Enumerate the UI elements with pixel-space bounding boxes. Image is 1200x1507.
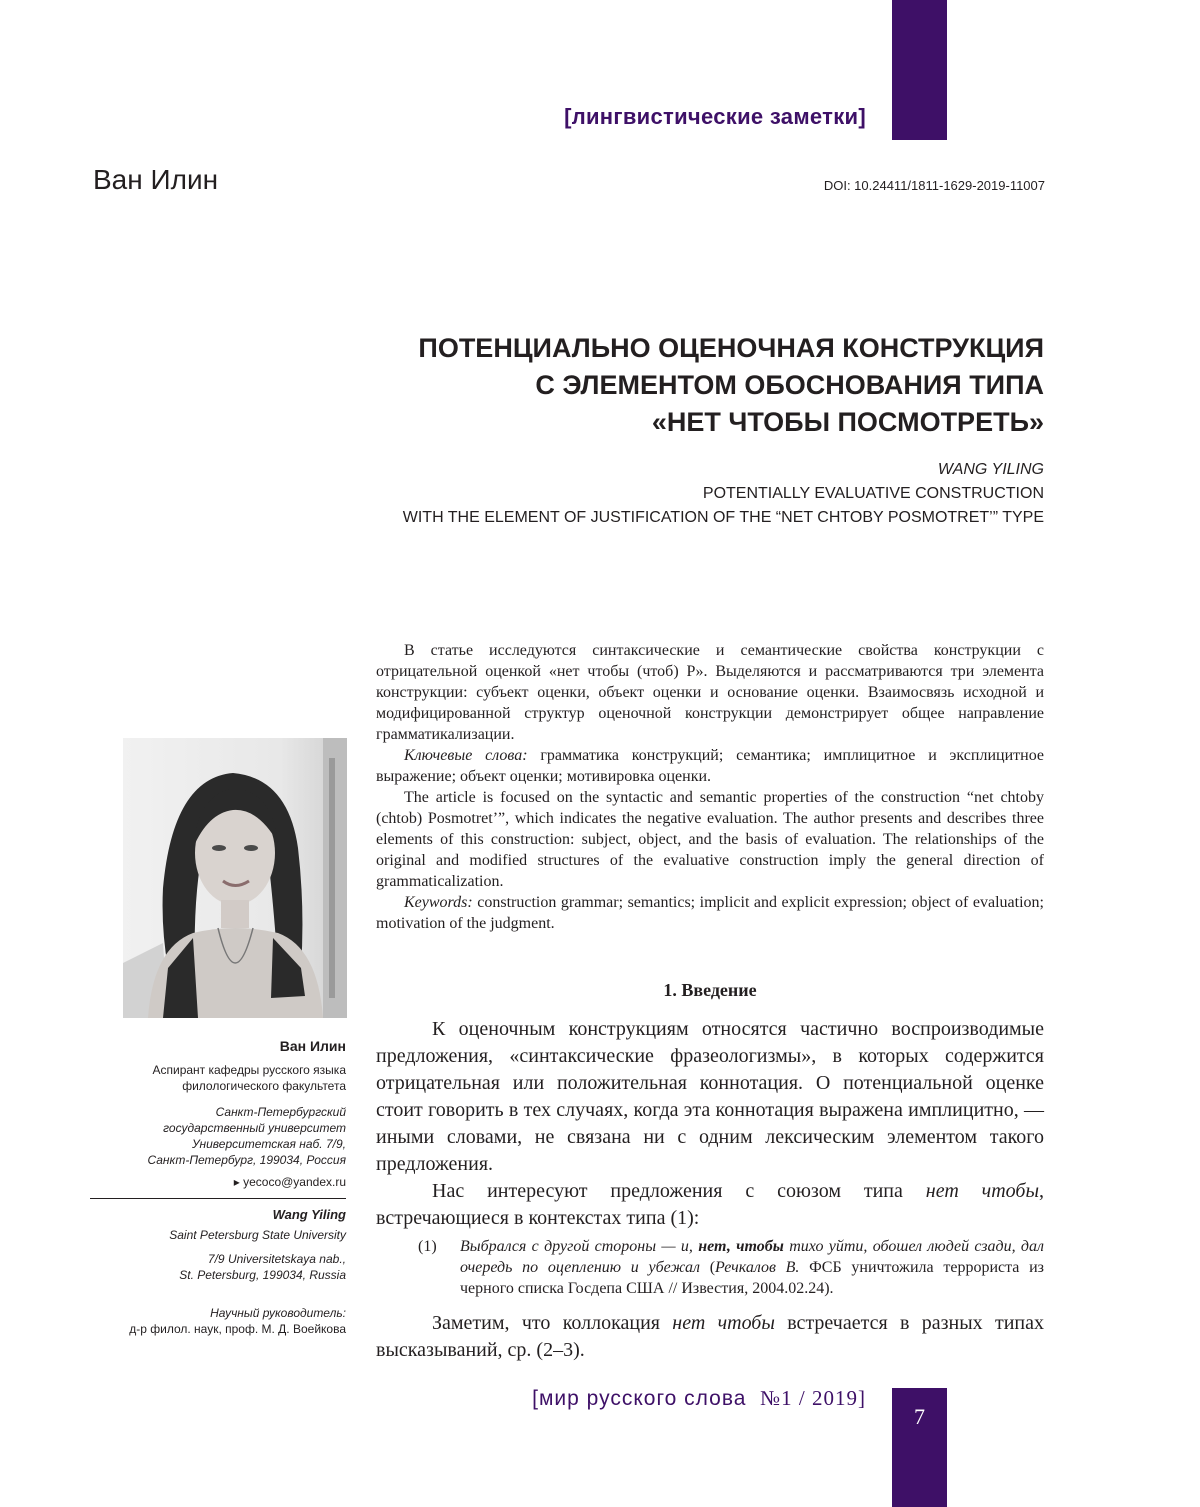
paragraph: Нас интересуют предложения с союзом типа нет чтобы, встречающиеся в контекстах типа (1): — [376, 1180, 1044, 1229]
body-text — [376, 1016, 1044, 1232]
article-title — [300, 330, 1044, 441]
sidebar-author-name: Ван Илин — [279, 1038, 346, 1054]
supervisor: д-р филол. наук, проф. М. Д. Воейкова — [129, 1322, 346, 1336]
page-number: 7 — [914, 1404, 925, 1429]
sidebar-university: государственный университет — [163, 1121, 346, 1135]
paragraph: Заметим, что коллокация нет чтобы встречается в разных типах высказываний, ср. (2–3). — [376, 1312, 1044, 1361]
english-title-line: WITH THE ELEMENT OF JUSTIFICATION OF THE “NET CHTOBY POSMOTRET’” TYPE — [402, 509, 1044, 526]
sidebar-author-name-en: Wang Yiling — [272, 1207, 346, 1222]
body-text-continued — [376, 1310, 1044, 1364]
abstract — [376, 640, 1044, 934]
title-line: ПОТЕНЦИАЛЬНО ОЦЕНОЧНАЯ КОНСТРУКЦИЯ — [418, 333, 1044, 363]
example-1 — [418, 1236, 1044, 1299]
author-sidebar — [90, 1036, 346, 1337]
example-number: (1) — [418, 1238, 437, 1255]
sidebar-divider — [90, 1198, 346, 1199]
author-photo — [123, 738, 347, 1018]
section-label: [лингвистические заметки] — [564, 104, 866, 129]
sidebar-address-en: St. Petersburg, 199034, Russia — [179, 1268, 346, 1282]
sidebar-email[interactable]: yecoco@yandex.ru — [243, 1175, 346, 1189]
sidebar-university: Санкт-Петербургский — [215, 1105, 346, 1119]
keywords-ru: Ключевые слова: грамматика конструкций; семантика; имплицитное и эксплицитное выражение; объект оценки; мотивировка оценки. — [376, 747, 1044, 785]
english-author: WANG YILING — [937, 461, 1044, 478]
english-title-block — [300, 458, 1044, 530]
title-line: «НЕТ ЧТОБЫ ПОСМОТРЕТЬ» — [651, 407, 1044, 437]
abstract-ru: В статье исследуются синтаксические и семантические свойства конструкции с отрицательной оценкой «нет чтобы (чтоб) P». Выделяются и рассматриваются три элемента конструкции: субъект оценки, объект оценки и основание оценки. Взаимосвязь исходной и модифицированной структур оценочной конструкции демонстрирует общее направление грамматикализации. — [376, 642, 1044, 743]
sidebar-university-en: Saint Petersburg State University — [169, 1228, 346, 1242]
sidebar-address: Санкт-Петербург, 199034, Россия — [147, 1153, 346, 1167]
section-heading: 1. Введение — [663, 980, 757, 1000]
header-author: Ван Илин — [93, 164, 219, 195]
email-arrow-icon: ▸ — [233, 1175, 240, 1189]
title-line: С ЭЛЕМЕНТОМ ОБОСНОВАНИЯ ТИПА — [535, 370, 1044, 400]
example-text: Выбрался с другой стороны — и, нет, чтобы тихо уйти, обошел людей сзади, дал очередь по оцеплению и убежал (Речкалов В. ФСБ уничтожила террориста из черного списка Госдепа США // Известия, 2004.02.24). — [460, 1238, 1045, 1297]
sidebar-email-row — [90, 1174, 346, 1190]
footer-journal: [мир русского слова №1 / 2019] — [532, 1386, 866, 1410]
top-accent-bar — [892, 0, 947, 140]
english-title-line: POTENTIALLY EVALUATIVE CONSTRUCTION — [702, 485, 1044, 502]
abstract-en: The article is focused on the syntactic and semantic properties of the construction “net chtoby (chtob) Posmotret’”, which indicates the negative evaluation. The author presents and describes three elements of this construction: subject, object, and the basis of evaluation. The relationships of the original and modified structures of the evaluative construction imply the general direction of grammaticalization. — [376, 789, 1044, 890]
sidebar-position: филологического факультета — [182, 1079, 346, 1093]
sidebar-address-en: 7/9 Universitetskaya nab., — [207, 1252, 346, 1266]
keywords-en: Keywords: construction grammar; semantics; implicit and explicit expression; object of evaluation; motivation of the judgment. — [376, 894, 1044, 932]
doi: DOI: 10.24411/1811-1629-2019-11007 — [823, 178, 1045, 193]
sidebar-address: Университетская наб. 7/9, — [191, 1137, 346, 1151]
paragraph: К оценочным конструкциям относятся частично воспроизводимые предложения, «синтаксические фразеологизмы», в которых содержится отрицательная или положительная коннотация. О потенциальной оценке стоит говорить в тех случаях, когда эта коннотация выражена имплицитно, — иными словами, не связана ни с одним лексическим элементом такого предложения. — [376, 1018, 1044, 1175]
supervisor-label: Научный руководитель: — [210, 1306, 346, 1320]
sidebar-position: Аспирант кафедры русского языка — [152, 1063, 346, 1077]
